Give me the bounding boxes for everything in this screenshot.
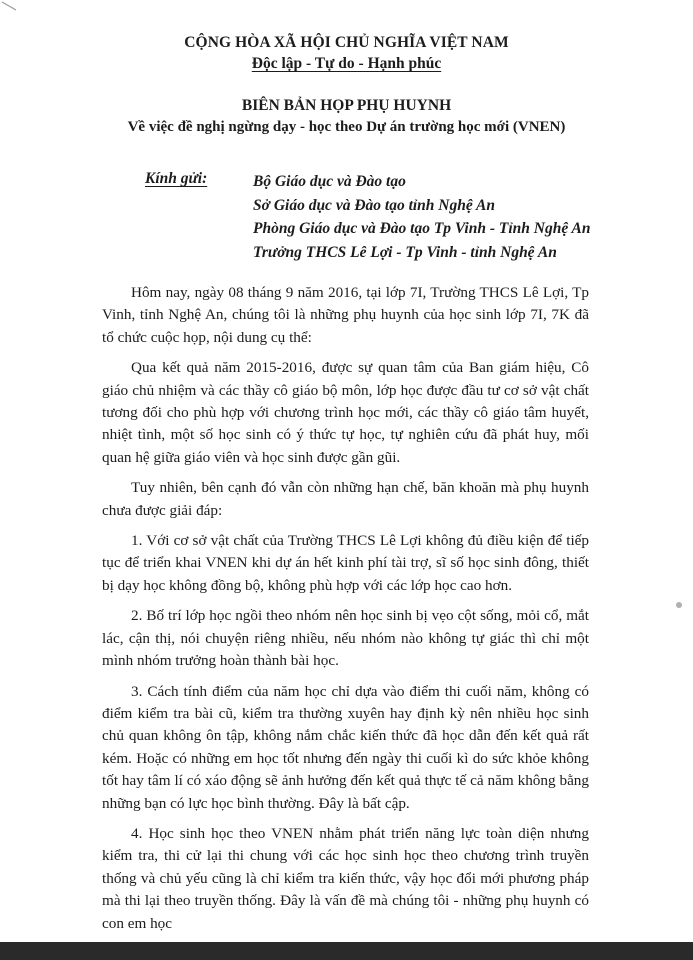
recipient-item: Sở Giáo dục và Đào tạo tỉnh Nghệ An xyxy=(253,196,495,214)
motto-text: Độc lập - Tự do - Hạnh phúc xyxy=(251,55,442,72)
motto-line xyxy=(0,55,693,73)
paragraph-point-2: 2. Bố trí lớp học ngồi theo nhóm nên học sinh bị vẹo cột sống, mỏi cổ, mắt lác, cận thị, nói chuyện riêng nhiều, nếu nhóm nào không tự giác thì chỉ một mình nhóm trưởng hoàn thành bài học. xyxy=(102,607,589,670)
recipient-item: Bộ Giáo dục và Đào tạo xyxy=(253,173,406,190)
scan-bottom-edge xyxy=(0,942,693,960)
paragraph-intro: Hôm nay, ngày 08 tháng 9 năm 2016, tại lớp 7I, Trường THCS Lê Lợi, Tp Vinh, tỉnh Nghệ An, chúng tôi là những phụ huynh của học sinh lớp 7I, 7K đã tổ chức cuộc họp, nội dung cụ thể: xyxy=(102,284,589,346)
paragraph-point-1: 1. Với cơ sở vật chất của Trường THCS Lê Lợi không đủ điều kiện để tiếp tục để triển khai VNEN khi dự án hết kinh phí tài trợ, sĩ số học sinh đông, thiết bị dạy học không đồng bộ, không phù hợp với các lớp học cao hơn. xyxy=(102,532,589,594)
paragraph-point-4: 4. Học sinh học theo VNEN nhằm phát triển năng lực toàn diện nhưng kiểm tra, thi cử lại thi chung với các học sinh học theo chương trình truyền thống và chủ yếu cũng là chỉ kiểm tra kiến thức, vậy học đổi mới phương pháp mà thi lại theo truyền thống. Đây là vấn đề mà chúng tôi - những phụ huynh có con em học xyxy=(102,824,589,932)
paragraph-point-3: 3. Cách tính điểm của năm học chỉ dựa vào điểm thi cuối năm, không có điểm kiểm tra bài cũ, kiểm tra thường xuyên hay định kỳ nên nhiều học sinh chủ quan không ôn tập, không nắm chắc kiến thức đã học dẫn đến kết quả rất kém. Hoặc có những em học tốt nhưng đến ngày thi cuối kì do sức khỏe không tốt hay tâm lí có xáo động sẽ ảnh hưởng đến kết quả thực tế cả năm không bằng những bạn có lực học bình thường. Đây là bất cập. xyxy=(102,682,589,812)
document-subtitle: Về việc đề nghị ngừng dạy - học theo Dự án trường học mới (VNEN) xyxy=(127,119,566,135)
recipients-list xyxy=(253,170,590,264)
nation-header: CỘNG HÒA XÃ HỘI CHỦ NGHĨA VIỆT NAM xyxy=(184,34,509,51)
scan-artifact-icon xyxy=(0,0,22,12)
paragraph-concerns: Tuy nhiên, bên cạnh đó vẫn còn những hạn chế, băn khoăn mà phụ huynh chưa được giải đáp: xyxy=(102,479,589,519)
recipients-label: Kính gửi: xyxy=(145,170,208,187)
recipient-item: Phòng Giáo dục và Đào tạo Tp Vinh - Tỉnh Nghệ An xyxy=(253,220,591,237)
paragraph-results: Qua kết quả năm 2015-2016, được sự quan tâm của Ban giám hiệu, Cô giáo chủ nhiệm và các thầy cô giáo bộ môn, lớp học được đầu tư cơ sở vật chất tương đối cho phù hợp với chương trình học mới, các thầy cô giáo tâm huyết, nhiệt tình, một số học sinh có ý thức tự học, tự nghiên cứu đã phát huy, mối quan hệ giữa giáo viên và học sinh được gần gũi. xyxy=(102,359,589,466)
document-title: BIÊN BẢN HỌP PHỤ HUYNH xyxy=(241,97,452,114)
recipient-item: Trưởng THCS Lê Lợi - Tp Vinh - tỉnh Nghệ An xyxy=(253,243,557,261)
document-body xyxy=(102,282,589,943)
scan-dot-icon xyxy=(676,602,682,608)
